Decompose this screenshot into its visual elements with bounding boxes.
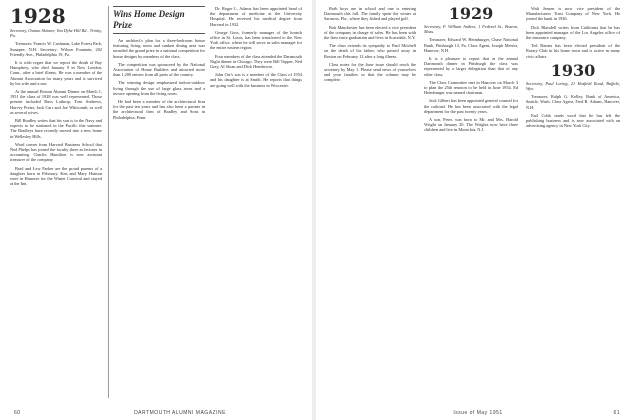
article-paragraph: The winning design emphasized indoor-outdoor living through the use of large glass areas and a terrace opening from the living room. <box>113 80 205 96</box>
note-paragraph: Bob Manchester has been elected a vice president of the company in charge of sales. He has been with the firm since graduation and lives in Scarsdale, N.Y. <box>324 24 416 41</box>
note-paragraph: Treasurer, Ralph G. Kelley, Bank of America, Seattle, Wash. Class Agent, Fred R. Adams, Hanover, N.H. <box>526 94 620 110</box>
class-year-1928: 1928 <box>10 6 66 28</box>
issue-date-footer: Issue of May 1951 <box>453 410 503 416</box>
class-notes-1928 <box>10 41 102 186</box>
note-paragraph: Treasurer, Edward W. Heimburger, Chase National Bank, Pittsburgh 13, Pa. Class Agent, Joseph Merritt, Hanover, N.H. <box>424 37 518 53</box>
right-page-column-3 <box>526 6 620 398</box>
note-paragraph: John Orr's son is a member of the Class of 1954 and his daughter is at Smith. He reports that things are going well with the business in Worcester. <box>210 72 302 88</box>
note-paragraph: Bill Bradley writes that his son is in the Navy and expects to be stationed in the Pacific this summer. The Bradleys have recently moved into a new home in Wellesley Hills. <box>10 118 102 139</box>
right-page-column-1 <box>324 6 416 398</box>
note-paragraph: Jack Gilbert has been appointed general counsel for the railroad. He has been associated with the legal department for the past twenty years. <box>424 98 518 114</box>
left-page <box>0 0 310 420</box>
note-paragraph: George Goss, formerly manager of the branch office in St. Louis, has been transferred to the New York office, where he will serve as sales manager for the entire eastern region. <box>210 29 302 51</box>
article-paragraph: He had been a member of the architectural firm for the past ten years and has also been a partner in the architectural firm of Bradley and Sons in Philadelphia, Penn. <box>113 99 205 120</box>
right-page <box>318 0 628 420</box>
note-paragraph: Both boys are in school and one is entering Dartmouth this fall. The family spent the winter at Sarasota, Fla., where they fished and played golf. <box>324 6 416 22</box>
note-paragraph: It is a pleasure to report that at the annual Dartmouth dinner in Pittsburgh the class was represented by a larger delegation than that of any other class. <box>424 56 518 77</box>
page-gutter <box>312 0 316 420</box>
note-paragraph: Dr. Roger L. Adams has been appointed head of the department of medicine at the University Hospital. He received his medical degree from Harvard in 1932. <box>210 6 302 27</box>
page-number-right: 61 <box>613 410 620 416</box>
note-paragraph: Dick Blaisdell writes from California that he has been appointed manager of the Los Angeles office of the insurance company. <box>526 24 620 41</box>
note-paragraph: Ted Barnes has been elected president of the Rotary Club in his home town and is active in many civic affairs. <box>526 43 620 59</box>
note-paragraph: Four members of the class attended the Dartmouth Night dinner in Chicago. They were Bill Tupper, Ned Gray, Al Sloan and Dick Henderson. <box>210 53 302 70</box>
article-title: Wins Home Design Prize <box>113 6 205 34</box>
note-paragraph: It is with regret that we report the death of Ray Humphrey, who died January 9 in New London, Conn., after a brief illness. He was a member of the Alumni Association for many years and is survived by his wife and a son. <box>10 60 102 86</box>
class-year-1930: 1930 <box>550 60 596 80</box>
secretary-line: Secretary, F. William Andres, 1 Federal St., Boston, Mass. <box>424 24 518 35</box>
secretary-line: Secretary, Paul Loring, 21 Hatfield Road, Buffalo, Wyo. <box>526 80 620 92</box>
note-paragraph: The class extends its sympathy to Paul Mitchell on the death of his father, who passed away in Boston on February 12 after a long illness. <box>324 43 416 59</box>
magazine-title-footer: DARTMOUTH ALUMNI MAGAZINE <box>134 410 226 416</box>
home-design-prize-box <box>108 6 205 398</box>
note-paragraph: Brad and Lew Parker are the proud parents of a daughter born in February. Ken and Mary Hanson were in Hanover for the Winter Carnival and stayed at the Inn. <box>10 165 102 187</box>
note-paragraph: A son, Peter, was born to Mr. and Mrs. Harold Wright on January 20. The Wrights now have three children and live in Montclair, N.J. <box>424 117 518 133</box>
article-paragraph: An architect's plan for a three-bedroom house featuring living room and sunken dining area was awarded the grand prize in a national competition for house designs by members of the class. <box>113 38 205 59</box>
page-number-left: 60 <box>14 410 21 416</box>
class-1929-column <box>424 6 518 398</box>
note-paragraph: At the annual Boston Alumni Dinner on March 1, 1951 the class of 1928 was well represented. Those present included Russ Lathrop, Tom Andrews, Harvey Potter, Jack Carr and Joe Whitcomb, as well as several wives. <box>10 89 102 115</box>
class-1928-column <box>10 6 102 398</box>
article-paragraph: The competition was sponsored by the National Association of Home Builders and attracted more than 1,200 entries from all parts of the country. <box>113 61 205 78</box>
note-paragraph: Treasurer, Francis W. Cushman, Lake Forest Park, Sunapee, N.H. Secretary: Wilson Fountain, 202 Friendly Ave., Philadelphia 19, Pa. <box>10 41 102 57</box>
note-paragraph: Word comes from Harvard Business School that Ned Phelps has joined the faculty there as lecturer in accounting. Charles Hamilton is now assistant treasurer of the company. <box>10 141 102 163</box>
note-paragraph: Earl Cobb sends word that he has left the publishing business and is now associated with an advertising agency in New York City. <box>526 112 620 129</box>
note-paragraph: Class notes for the June issue should reach the secretary by May 1. Please send news of yourselves and your families so that the column may be complete. <box>324 61 416 83</box>
note-paragraph: Walt Jensen is now vice president of the Manufacturers Trust Company of New York. He joined the bank in 1936. <box>526 6 620 22</box>
note-paragraph: The Class Committee met in Hanover on March 3 to plan the 25th reunion to be held in June 1954. Ed Heimburger was named chairman. <box>424 79 518 96</box>
left-page-column-3 <box>210 6 302 398</box>
secretary-line: Secretary, Osmun Skinner, Van Dyke Hill Rd., Trinity, Pa. <box>10 28 102 39</box>
class-year-1929: 1929 <box>448 6 494 23</box>
